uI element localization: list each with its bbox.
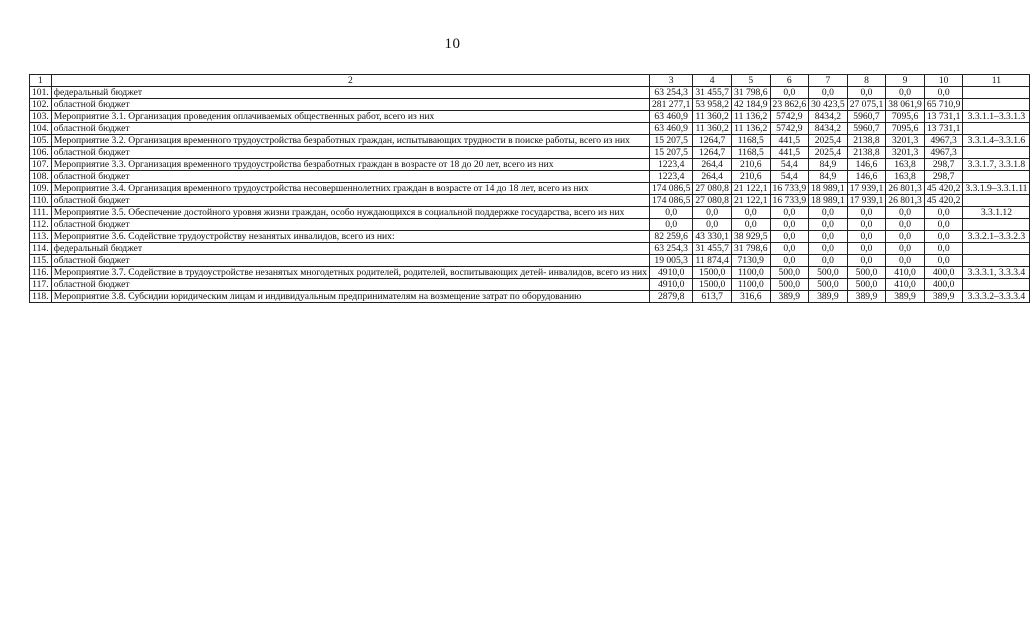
indicator-reference: [963, 147, 1030, 159]
budget-value: 0,0: [847, 231, 886, 243]
budget-value: 410,0: [886, 279, 925, 291]
row-description: Мероприятие 3.4. Организация временного трудоустройства несовершеннолетних граждан в возрасте от 14 до 18 лет, всего из них: [51, 183, 649, 195]
indicator-reference: 3.3.1.4–3.3.1.6: [963, 135, 1030, 147]
budget-value: 2138,8: [847, 135, 886, 147]
budget-value: 1500,0: [693, 279, 732, 291]
budget-value: 0,0: [886, 219, 925, 231]
table-row: [30, 207, 1030, 219]
row-number: 118.: [30, 291, 52, 303]
budget-value: 4967,3: [924, 147, 963, 159]
budget-value: 210,6: [731, 171, 770, 183]
budget-value: 264,4: [693, 159, 732, 171]
budget-value: 27 080,8: [693, 183, 732, 195]
budget-value: 18 989,1: [809, 183, 848, 195]
budget-value: 1168,5: [731, 135, 770, 147]
table-row: [30, 87, 1030, 99]
budget-value: 11 360,2: [693, 111, 732, 123]
budget-value: 1168,5: [731, 147, 770, 159]
budget-value: 0,0: [770, 219, 809, 231]
budget-value: 174 086,5: [650, 183, 693, 195]
budget-value: 0,0: [809, 219, 848, 231]
indicator-reference: [963, 123, 1030, 135]
budget-value: 21 122,1: [731, 183, 770, 195]
budget-value: 82 259,6: [650, 231, 693, 243]
budget-value: 16 733,9: [770, 195, 809, 207]
budget-value: 0,0: [809, 207, 848, 219]
row-description: областной бюджет: [51, 219, 649, 231]
indicator-reference: [963, 195, 1030, 207]
budget-value: 316,6: [731, 291, 770, 303]
table-row: [30, 135, 1030, 147]
budget-value: 400,0: [924, 279, 963, 291]
budget-value: 1264,7: [693, 147, 732, 159]
budget-value: 400,0: [924, 267, 963, 279]
row-description: областной бюджет: [51, 147, 649, 159]
table-row: [30, 267, 1030, 279]
budget-value: 0,0: [693, 219, 732, 231]
row-description: Мероприятие 3.7. Содействие в трудоустройстве незанятых многодетных родителей, родителей, воспитывающих детей- инвалидов, всего из них: [51, 267, 649, 279]
row-description: областной бюджет: [51, 195, 649, 207]
budget-value: 389,9: [847, 291, 886, 303]
budget-value: 0,0: [924, 219, 963, 231]
budget-value: 8434,2: [809, 123, 848, 135]
budget-value: 54,4: [770, 159, 809, 171]
budget-value: 13 731,1: [924, 111, 963, 123]
indicator-reference: [963, 171, 1030, 183]
row-number: 115.: [30, 255, 52, 267]
budget-value: 0,0: [886, 255, 925, 267]
budget-value: 5960,7: [847, 111, 886, 123]
row-description: Мероприятие 3.5. Обеспечение достойного уровня жизни граждан, особо нуждающихся в социальной поддержке государства, всего из них: [51, 207, 649, 219]
budget-value: 84,9: [809, 159, 848, 171]
budget-value: 23 862,6: [770, 99, 809, 111]
budget-value: 7130,9: [731, 255, 770, 267]
budget-value: 500,0: [847, 279, 886, 291]
budget-value: 1500,0: [693, 267, 732, 279]
budget-value: 3201,3: [886, 135, 925, 147]
budget-value: 2025,4: [809, 147, 848, 159]
budget-value: 1100,0: [731, 279, 770, 291]
budget-value: 441,5: [770, 147, 809, 159]
indicator-reference: [963, 87, 1030, 99]
budget-value: 441,5: [770, 135, 809, 147]
row-description: Мероприятие 3.3. Организация временного трудоустройства безработных граждан в возрасте от 18 до 20 лет, всего из них: [51, 159, 649, 171]
budget-value: 3201,3: [886, 147, 925, 159]
budget-value: 5960,7: [847, 123, 886, 135]
column-header: 4: [693, 75, 732, 87]
budget-value: 27 080,8: [693, 195, 732, 207]
budget-value: 500,0: [809, 279, 848, 291]
indicator-reference: 3.3.1.9–3.3.1.11: [963, 183, 1030, 195]
budget-value: 11 360,2: [693, 123, 732, 135]
indicator-reference: 3.3.2.1–3.3.2.3: [963, 231, 1030, 243]
budget-value: 4967,3: [924, 135, 963, 147]
budget-value: 0,0: [770, 243, 809, 255]
table-row: [30, 231, 1030, 243]
table-row: [30, 123, 1030, 135]
budget-value: 17 939,1: [847, 195, 886, 207]
table-row: [30, 159, 1030, 171]
budget-value: 11 874,4: [693, 255, 732, 267]
budget-value: 0,0: [770, 231, 809, 243]
budget-value: 15 207,5: [650, 135, 693, 147]
row-number: 114.: [30, 243, 52, 255]
indicator-reference: [963, 279, 1030, 291]
budget-table: [29, 74, 1030, 303]
budget-value: 0,0: [650, 207, 693, 219]
budget-value: 0,0: [847, 243, 886, 255]
budget-value: 17 939,1: [847, 183, 886, 195]
budget-value: 84,9: [809, 171, 848, 183]
budget-value: 613,7: [693, 291, 732, 303]
budget-value: 54,4: [770, 171, 809, 183]
table-row: [30, 243, 1030, 255]
budget-value: 4910,0: [650, 267, 693, 279]
budget-value: 163,8: [886, 159, 925, 171]
table-row: [30, 255, 1030, 267]
budget-value: 298,7: [924, 159, 963, 171]
budget-value: 410,0: [886, 267, 925, 279]
budget-value: 500,0: [770, 279, 809, 291]
budget-value: 0,0: [770, 207, 809, 219]
column-header: 2: [51, 75, 649, 87]
budget-value: 0,0: [924, 243, 963, 255]
budget-value: 146,6: [847, 159, 886, 171]
budget-value: 389,9: [924, 291, 963, 303]
indicator-reference: [963, 99, 1030, 111]
budget-value: 2138,8: [847, 147, 886, 159]
budget-value: 16 733,9: [770, 183, 809, 195]
budget-value: 13 731,1: [924, 123, 963, 135]
table-row: [30, 171, 1030, 183]
budget-value: 210,6: [731, 159, 770, 171]
budget-value: 18 989,1: [809, 195, 848, 207]
row-number: 117.: [30, 279, 52, 291]
budget-value: 15 207,5: [650, 147, 693, 159]
budget-value: 0,0: [886, 207, 925, 219]
indicator-reference: [963, 219, 1030, 231]
budget-value: 500,0: [809, 267, 848, 279]
budget-value: 38 929,5: [731, 231, 770, 243]
column-header: 11: [963, 75, 1030, 87]
table-body: [30, 87, 1030, 303]
budget-value: 0,0: [770, 87, 809, 99]
budget-value: 21 122,1: [731, 195, 770, 207]
budget-value: 63 254,3: [650, 243, 693, 255]
budget-value: 264,4: [693, 171, 732, 183]
budget-value: 0,0: [847, 255, 886, 267]
budget-value: 63 460,9: [650, 111, 693, 123]
budget-value: 31 455,7: [693, 243, 732, 255]
column-header: 5: [731, 75, 770, 87]
budget-value: 63 460,9: [650, 123, 693, 135]
row-description: федеральный бюджет: [51, 87, 649, 99]
row-description: Мероприятие 3.1. Организация проведения оплачиваемых общественных работ, всего из них: [51, 111, 649, 123]
row-number: 109.: [30, 183, 52, 195]
row-number: 101.: [30, 87, 52, 99]
table-row: [30, 111, 1030, 123]
table-header-row: [30, 75, 1030, 87]
budget-value: 0,0: [924, 207, 963, 219]
budget-value: 0,0: [924, 87, 963, 99]
table-row: [30, 195, 1030, 207]
budget-value: 0,0: [886, 87, 925, 99]
row-description: областной бюджет: [51, 171, 649, 183]
budget-value: 389,9: [809, 291, 848, 303]
row-description: Мероприятие 3.8. Субсидии юридическим лицам и индивидуальным предпринимателям на возмещение затрат по оборудованию: [51, 291, 649, 303]
column-header: 3: [650, 75, 693, 87]
row-description: областной бюджет: [51, 255, 649, 267]
row-number: 102.: [30, 99, 52, 111]
budget-value: 65 710,9: [924, 99, 963, 111]
table-row: [30, 219, 1030, 231]
indicator-reference: 3.3.1.7, 3.3.1.8: [963, 159, 1030, 171]
budget-value: 0,0: [809, 243, 848, 255]
budget-value: 0,0: [770, 255, 809, 267]
row-number: 103.: [30, 111, 52, 123]
budget-value: 389,9: [886, 291, 925, 303]
row-description: областной бюджет: [51, 99, 649, 111]
budget-value: 42 184,9: [731, 99, 770, 111]
budget-value: 0,0: [650, 219, 693, 231]
budget-value: 5742,9: [770, 111, 809, 123]
row-number: 106.: [30, 147, 52, 159]
budget-value: 1223,4: [650, 171, 693, 183]
budget-value: 1264,7: [693, 135, 732, 147]
budget-value: 31 798,6: [731, 87, 770, 99]
budget-value: 298,7: [924, 171, 963, 183]
budget-value: 2879,8: [650, 291, 693, 303]
row-description: Мероприятие 3.2. Организация временного трудоустройства безработных граждан, испытывающих трудности в поиске работы, всего из них: [51, 135, 649, 147]
budget-value: 389,9: [770, 291, 809, 303]
column-header: 1: [30, 75, 52, 87]
budget-value: 63 254,3: [650, 87, 693, 99]
table-row: [30, 291, 1030, 303]
row-number: 112.: [30, 219, 52, 231]
budget-value: 0,0: [809, 231, 848, 243]
indicator-reference: 3.3.1.1–3.3.1.3: [963, 111, 1030, 123]
budget-value: 53 958,2: [693, 99, 732, 111]
row-description: Мероприятие 3.6. Содействие трудоустройству незанятых инвалидов, всего из них:: [51, 231, 649, 243]
budget-value: 7095,6: [886, 123, 925, 135]
row-number: 110.: [30, 195, 52, 207]
budget-value: 27 075,1: [847, 99, 886, 111]
row-number: 104.: [30, 123, 52, 135]
budget-value: 45 420,2: [924, 195, 963, 207]
budget-value: 0,0: [924, 255, 963, 267]
budget-value: 38 061,9: [886, 99, 925, 111]
budget-value: 11 136,2: [731, 123, 770, 135]
indicator-reference: [963, 255, 1030, 267]
budget-value: 0,0: [847, 87, 886, 99]
column-header: 7: [809, 75, 848, 87]
budget-value: 26 801,3: [886, 195, 925, 207]
row-description: областной бюджет: [51, 123, 649, 135]
row-description: федеральный бюджет: [51, 243, 649, 255]
budget-value: 281 277,1: [650, 99, 693, 111]
budget-value: 0,0: [693, 207, 732, 219]
indicator-reference: 3.3.3.2–3.3.3.4: [963, 291, 1030, 303]
budget-value: 146,6: [847, 171, 886, 183]
budget-value: 0,0: [731, 219, 770, 231]
column-header: 6: [770, 75, 809, 87]
row-number: 108.: [30, 171, 52, 183]
table-row: [30, 183, 1030, 195]
row-description: областной бюджет: [51, 279, 649, 291]
budget-value: 0,0: [924, 231, 963, 243]
column-header: 10: [924, 75, 963, 87]
budget-value: 174 086,5: [650, 195, 693, 207]
budget-value: 2025,4: [809, 135, 848, 147]
budget-value: 31 455,7: [693, 87, 732, 99]
budget-value: 0,0: [809, 255, 848, 267]
budget-value: 1223,4: [650, 159, 693, 171]
indicator-reference: 3.3.1.12: [963, 207, 1030, 219]
budget-value: 500,0: [847, 267, 886, 279]
indicator-reference: [963, 243, 1030, 255]
budget-value: 19 005,3: [650, 255, 693, 267]
budget-value: 43 330,1: [693, 231, 732, 243]
budget-value: 30 423,5: [809, 99, 848, 111]
budget-value: 0,0: [731, 207, 770, 219]
indicator-reference: 3.3.3.1, 3.3.3.4: [963, 267, 1030, 279]
budget-value: 31 798,6: [731, 243, 770, 255]
table-row: [30, 147, 1030, 159]
budget-value: 11 136,2: [731, 111, 770, 123]
budget-value: 0,0: [847, 207, 886, 219]
row-number: 105.: [30, 135, 52, 147]
budget-value: 0,0: [886, 231, 925, 243]
budget-value: 8434,2: [809, 111, 848, 123]
row-number: 113.: [30, 231, 52, 243]
budget-value: 4910,0: [650, 279, 693, 291]
row-number: 107.: [30, 159, 52, 171]
budget-value: 26 801,3: [886, 183, 925, 195]
page-number: 10: [444, 36, 461, 52]
column-header: 9: [886, 75, 925, 87]
budget-value: 5742,9: [770, 123, 809, 135]
budget-value: 7095,6: [886, 111, 925, 123]
budget-value: 45 420,2: [924, 183, 963, 195]
row-number: 116.: [30, 267, 52, 279]
budget-value: 0,0: [809, 87, 848, 99]
budget-value: 500,0: [770, 267, 809, 279]
budget-value: 0,0: [886, 243, 925, 255]
row-number: 111.: [30, 207, 52, 219]
budget-value: 1100,0: [731, 267, 770, 279]
budget-value: 0,0: [847, 219, 886, 231]
column-header: 8: [847, 75, 886, 87]
budget-value: 163,8: [886, 171, 925, 183]
table-row: [30, 279, 1030, 291]
table-row: [30, 99, 1030, 111]
